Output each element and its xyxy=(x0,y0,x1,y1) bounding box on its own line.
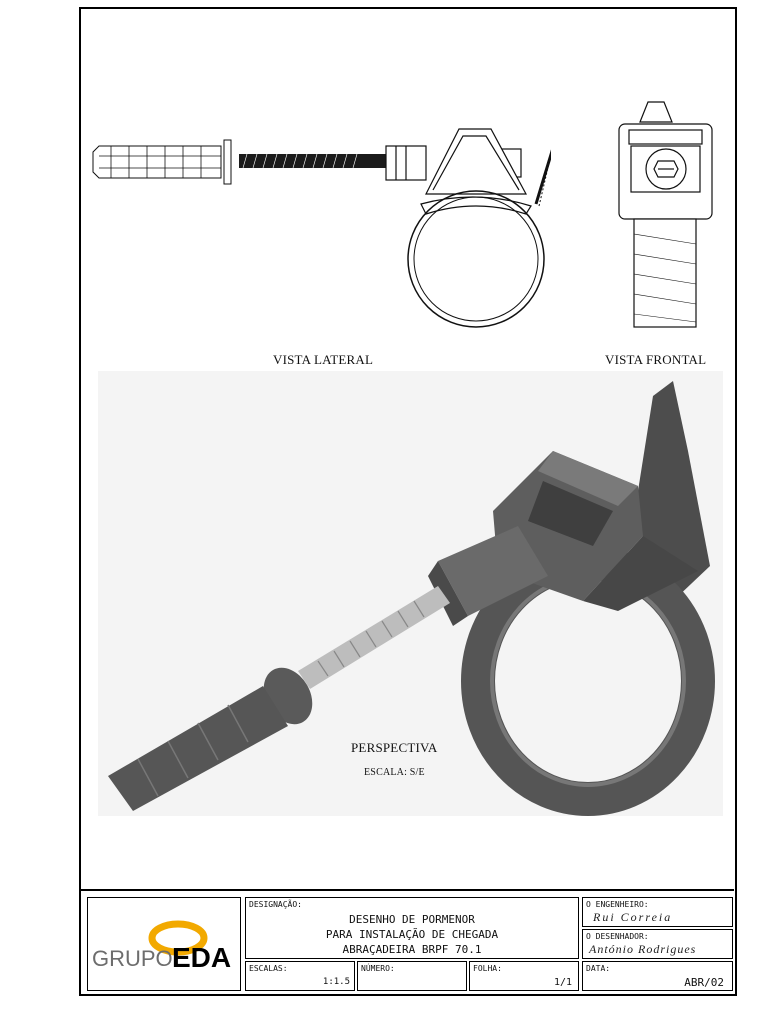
title-block xyxy=(81,889,734,995)
folha-cell xyxy=(469,961,579,991)
data-value: ABR/02 xyxy=(684,976,724,989)
logo-text-eda: EDA xyxy=(172,942,232,973)
logo-text-grupo: GRUPO xyxy=(92,946,173,971)
engenheiro-cell xyxy=(582,897,733,927)
escalas-cell xyxy=(245,961,355,991)
numero-cell xyxy=(357,961,467,991)
frontal-view-drawing xyxy=(596,94,736,334)
perspective-label: PERSPECTIVA xyxy=(351,740,438,755)
folha-label: FOLHA: xyxy=(473,964,502,973)
desenhador-cell xyxy=(582,929,733,959)
desenhador-name: António Rodrigues xyxy=(589,942,697,956)
designacao-line-2: PARA INSTALAÇÃO DE CHEGADA xyxy=(325,928,499,941)
escalas-label: ESCALAS: xyxy=(249,964,288,973)
designacao-line-3: ABRAÇADEIRA BRPF 70.1 xyxy=(342,943,482,956)
data-cell xyxy=(582,961,733,991)
data-label: DATA: xyxy=(586,964,611,973)
frontal-view-label: VISTA FRONTAL xyxy=(605,352,707,367)
lateral-view-drawing xyxy=(81,94,551,344)
perspective-scale: ESCALA: S/E xyxy=(364,767,425,778)
drawing-sheet xyxy=(79,7,737,996)
lateral-view-label: VISTA LATERAL xyxy=(273,352,374,367)
engenheiro-name: Rui Correia xyxy=(593,910,673,924)
designacao-line-1: DESENHO DE PORMENOR xyxy=(349,913,475,926)
designacao-label: DESIGNAÇÃO: xyxy=(249,900,302,909)
desenhador-label: O DESENHADOR: xyxy=(586,932,649,941)
engenheiro-label: O ENGENHEIRO: xyxy=(586,900,649,909)
designacao-cell xyxy=(245,897,579,959)
logo-cell xyxy=(87,897,241,991)
escalas-value: 1:1.5 xyxy=(322,977,350,987)
numero-label: NÚMERO: xyxy=(361,964,395,973)
folha-value: 1/1 xyxy=(553,977,572,988)
